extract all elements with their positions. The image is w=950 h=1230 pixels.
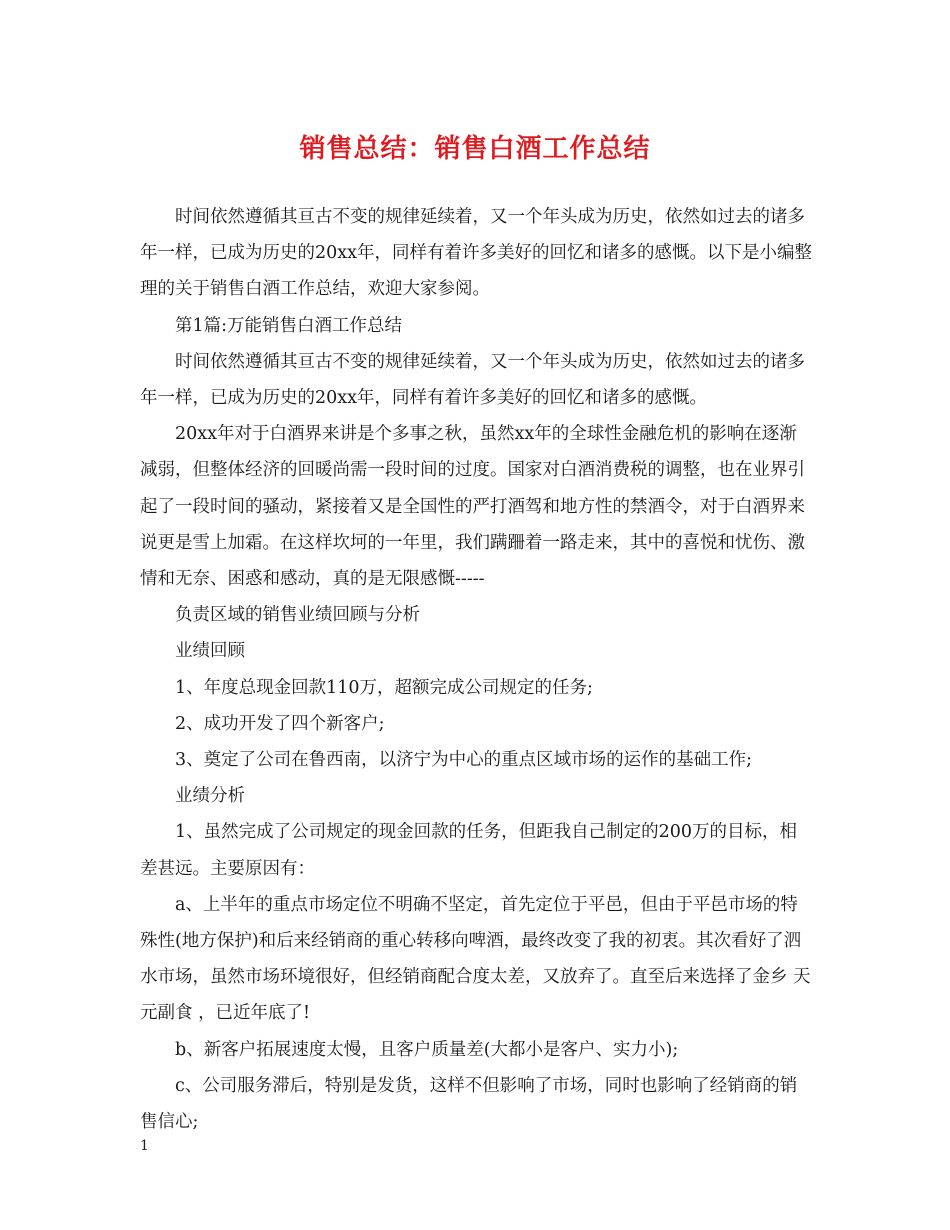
list-item: a、上半年的重点市场定位不明确不坚定，首先定位于平邑，但由于平邑市场的特殊性(地方保护)和后来经销商的重心转移向啤酒，最终改变了我的初衷。其次看好了泗水市场，虽然市场环境很好，但经销商配合度太差，又放弃了。直至后来选择了金乡 天元副食 ，已近年底了!	[140, 894, 811, 1024]
paragraph: 20xx年对于白酒界来讲是个多事之秋，虽然xx年的全球性金融危机的影响在逐渐减弱，但整体经济的回暖尚需一段时间的过度。国家对白酒消费税的调整，也在业界引起了一段时间的骚动，紧接着又是全国性的严打酒驾和地方性的禁酒令，对于白酒界来说更是雪上加霜。在这样坎坷的一年里，我们蹒跚着一路走来，其中的喜悦和忧伤、激情和无奈、困惑和感动，真的是无限感慨-----	[140, 424, 805, 590]
list-item: 2、成功开发了四个新客户;	[175, 713, 385, 734]
paragraph-intro: 时间依然遵循其亘古不变的规律延续着，又一个年头成为历史，依然如过去的诸多年一样，已成为历史的20xx年，同样有着许多美好的回忆和诸多的感慨。以下是小编整理的关于销售白酒工作总结，欢迎大家参阅。	[140, 207, 813, 300]
list-item: 3、奠定了公司在鲁西南，以济宁为中心的重点区域市场的运作的基础工作;	[175, 750, 753, 771]
section-heading: 第1篇:万能销售白酒工作总结	[175, 315, 403, 336]
list-item: b、新客户拓展速度太慢，且客户质量差(大都小是客户、实力小);	[175, 1039, 679, 1060]
document-title: 销售总结：销售白酒工作总结	[299, 134, 651, 164]
subheading: 业绩回顾	[175, 641, 245, 662]
list-item: c、公司服务滞后，特别是发货，这样不但影响了市场，同时也影响了经销商的销售信心;	[140, 1075, 798, 1133]
list-item: 1、虽然完成了公司规定的现金回款的任务，但距我自己制定的200万的目标，相差甚远。主要原因有：	[140, 822, 798, 879]
page-number: 1	[140, 1138, 149, 1154]
subheading: 业绩分析	[175, 786, 245, 807]
document-body	[140, 199, 812, 1140]
paragraph: 时间依然遵循其亘古不变的规律延续着，又一个年头成为历史，依然如过去的诸多年一样，已成为历史的20xx年，同样有着许多美好的回忆和诸多的感慨。	[140, 351, 805, 409]
list-item: 1、年度总现金回款110万，超额完成公司规定的任务;	[175, 677, 593, 698]
subheading: 负责区域的销售业绩回顾与分析	[175, 605, 420, 626]
